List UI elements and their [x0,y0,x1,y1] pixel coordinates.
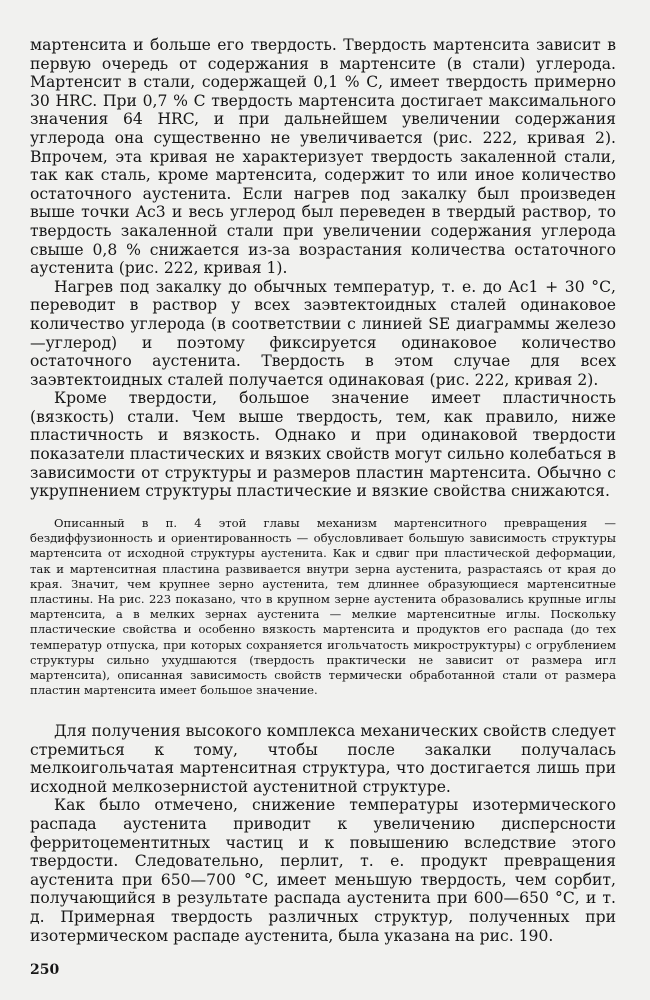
small-print-block [30,516,616,698]
main-text-block-2 [30,722,616,945]
page-number: 250 [30,962,60,978]
main-text-block [30,36,616,501]
small-print-paragraph: Описанный в п. 4 этой главы механизм мартенситного превращения — бездиффузионность и ориентированность — обусловливает большую зависимость структуры мартенсита от исходной структуры аустенита. Как и сдвиг при пластической деформации, так и мартенситная пластина развивается внутри зерна аустенита, разрастаясь от края до края. Значит, чем крупнее зерно аустенита, тем длиннее образующиеся мартенситные пластины. На рис. 223 показано, что в крупном зерне аустенита образовались крупные иглы мартенсита, а в мелких зернах аустенита — мелкие мартенситные иглы. Поскольку пластические свойства и особенно вязкость мартенсита и продуктов его распада (до тех температур отпуска, при которых сохраняется игольчатость микроструктуры) с огрублением структуры сильно ухудшаются (твердость практически не зависит от размера игл мартенсита), описанная зависимость свойств термически обработанной стали от размера пластин мартенсита имеет большое значение. [30,516,616,698]
paragraph-5: Как было отмечено, снижение температуры изотермического распада аустенита приводит к увеличению дисперсности ферритоцементитных частиц и к повышению вследствие этого твердости. Следовательно, перлит, т. е. продукт превращения аустенита при 650—700 °С, имеет меньшую твердость, чем сорбит, получающийся в результате распада аустенита при 600—650 °С, и т. д. Примерная твердость различных структур, полученных при изотермическом распаде аустенита, была указана на рис. 190. [30,796,616,945]
paragraph-2: Нагрев под закалку до обычных температур, т. е. до Ac1 + 30 °С, переводит в раствор у всех заэвтектоидных сталей одинаковое количество углерода (в соответствии с линией SE диаграммы железо—углерод) и поэтому фиксируется одинаковое количество остаточного аустенита. Твердость в этом случае для всех заэвтектоидных сталей получается одинаковая (рис. 222, кривая 2). [30,277,616,389]
paragraph-3: Кроме твердости, большое значение имеет пластичность (вязкость) стали. Чем выше твердость, тем, как правило, ниже пластичность и вязкость. Однако и при одинаковой твердости показатели пластических и вязких свойств могут сильно колебаться в зависимости от структуры и размеров пластин мартенсита. Обычно с укрупнением структуры пластические и вязкие свойства снижаются. [30,389,616,501]
paragraph-1: мартенсита и больше его твердость. Твердость мартенсита зависит в первую очередь от содержания в мартенсите (в стали) углерода. Мартенсит в стали, содержащей 0,1 % С, имеет твердость примерно 30 HRC. При 0,7 % С твердость мартенсита достигает максимального значения 64 HRC, и при дальнейшем увеличении содержания углерода она существенно не увеличивается (рис. 222, кривая 2). Впрочем, эта кривая не характеризует твердость закаленной стали, так как сталь, кроме мартенсита, содержит то или иное количество остаточного аустенита. Если нагрев под закалку был произведен выше точки Ac3 и весь углерод был переведен в твердый раствор, то твердость закаленной стали при увеличении содержания углерода свыше 0,8 % снижается из-за возрастания количества остаточного аустенита (рис. 222, кривая 1). [30,36,616,278]
paragraph-4: Для получения высокого комплекса механических свойств следует стремиться к тому, чтобы после закалки получалась мелкоигольчатая мартенситная структура, что достигается лишь при исходной мелкозернистой аустенитной структуре. [30,722,616,796]
